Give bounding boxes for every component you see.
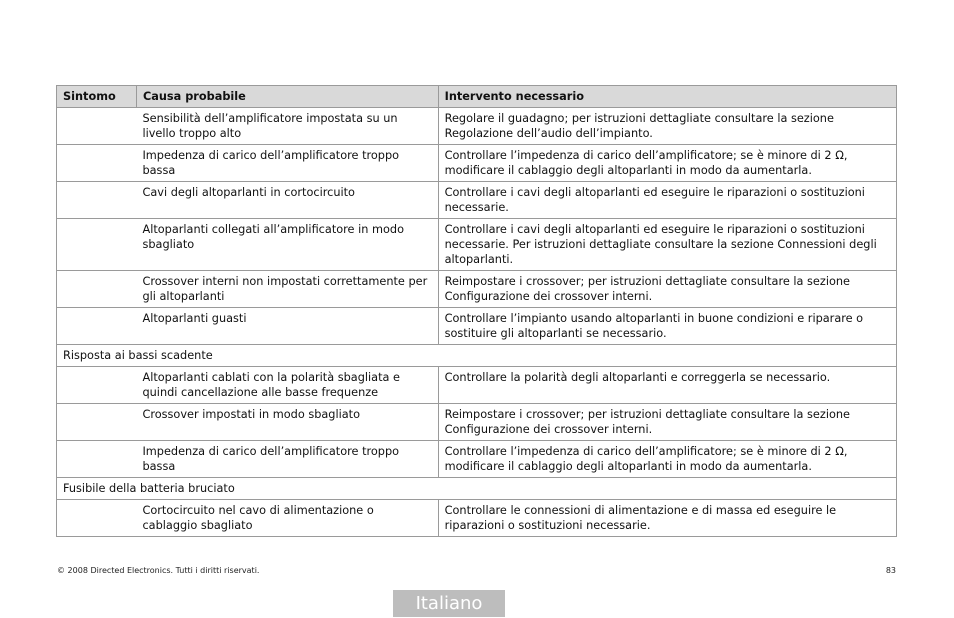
header-cause: Causa probabile <box>136 86 438 108</box>
table-row <box>57 182 897 219</box>
symptom-cell <box>57 308 137 345</box>
page-number: 83 <box>885 566 896 575</box>
cause-cell: Sensibilità dell’amplificatore impostata su un livello troppo alto <box>136 108 438 145</box>
table-row <box>57 108 897 145</box>
table-row <box>57 500 897 537</box>
cause-cell: Impedenza di carico dell’amplificatore troppo bassa <box>136 441 438 478</box>
symptom-group-title: Risposta ai bassi scadente <box>57 345 897 367</box>
cause-cell: Altoparlanti guasti <box>136 308 438 345</box>
symptom-cell <box>57 404 137 441</box>
action-cell: Regolare il guadagno; per istruzioni dettagliate consultare la sezione Regolazione dell’audio dell’impianto. <box>438 108 896 145</box>
table-row <box>57 271 897 308</box>
action-cell: Reimpostare i crossover; per istruzioni dettagliate consultare la sezione Configurazione dei crossover interni. <box>438 404 896 441</box>
action-cell: Controllare l’impedenza di carico dell’amplificatore; se è minore di 2 Ω, modificare il cablaggio degli altoparlanti in modo da aumentarla. <box>438 441 896 478</box>
symptom-cell <box>57 441 137 478</box>
action-cell: Controllare l’impianto usando altoparlanti in buone condizioni e riparare o sostituire gli altoparlanti se necessario. <box>438 308 896 345</box>
cause-cell: Cortocircuito nel cavo di alimentazione o cablaggio sbagliato <box>136 500 438 537</box>
cause-cell: Altoparlanti cablati con la polarità sbagliata e quindi cancellazione alle basse frequenze <box>136 367 438 404</box>
table-row <box>57 441 897 478</box>
symptom-group-row <box>57 478 897 500</box>
cause-cell: Crossover impostati in modo sbagliato <box>136 404 438 441</box>
table-row <box>57 145 897 182</box>
symptom-cell <box>57 367 137 404</box>
action-cell: Controllare la polarità degli altoparlanti e correggerla se necessario. <box>438 367 896 404</box>
symptom-cell <box>57 145 137 182</box>
header-symptom: Sintomo <box>57 86 137 108</box>
action-cell: Reimpostare i crossover; per istruzioni dettagliate consultare la sezione Configurazione dei crossover interni. <box>438 271 896 308</box>
troubleshooting-table <box>56 85 897 537</box>
cause-cell: Cavi degli altoparlanti in cortocircuito <box>136 182 438 219</box>
action-cell: Controllare i cavi degli altoparlanti ed eseguire le riparazioni o sostituzioni necessarie. Per istruzioni dettagliate consultare la sezione Connessioni degli altoparlanti. <box>438 219 896 271</box>
table-row <box>57 367 897 404</box>
cause-cell: Crossover interni non impostati correttamente per gli altoparlanti <box>136 271 438 308</box>
language-tab: Italiano <box>393 590 505 617</box>
table-row <box>57 404 897 441</box>
table-row <box>57 219 897 271</box>
table-header-row <box>57 86 897 108</box>
symptom-group-row <box>57 345 897 367</box>
action-cell: Controllare le connessioni di alimentazione e di massa ed eseguire le riparazioni o sostituzioni necessarie. <box>438 500 896 537</box>
action-cell: Controllare i cavi degli altoparlanti ed eseguire le riparazioni o sostituzioni necessarie. <box>438 182 896 219</box>
action-cell: Controllare l’impedenza di carico dell’amplificatore; se è minore di 2 Ω, modificare il cablaggio degli altoparlanti in modo da aumentarla. <box>438 145 896 182</box>
table-row <box>57 308 897 345</box>
symptom-cell <box>57 500 137 537</box>
cause-cell: Altoparlanti collegati all’amplificatore in modo sbagliato <box>136 219 438 271</box>
cause-cell: Impedenza di carico dell’amplificatore troppo bassa <box>136 145 438 182</box>
symptom-cell <box>57 108 137 145</box>
symptom-cell <box>57 271 137 308</box>
symptom-group-title: Fusibile della batteria bruciato <box>57 478 897 500</box>
copyright-notice: © 2008 Directed Electronics. Tutti i diritti riservati. <box>57 566 260 575</box>
symptom-cell <box>57 182 137 219</box>
header-action: Intervento necessario <box>438 86 896 108</box>
symptom-cell <box>57 219 137 271</box>
